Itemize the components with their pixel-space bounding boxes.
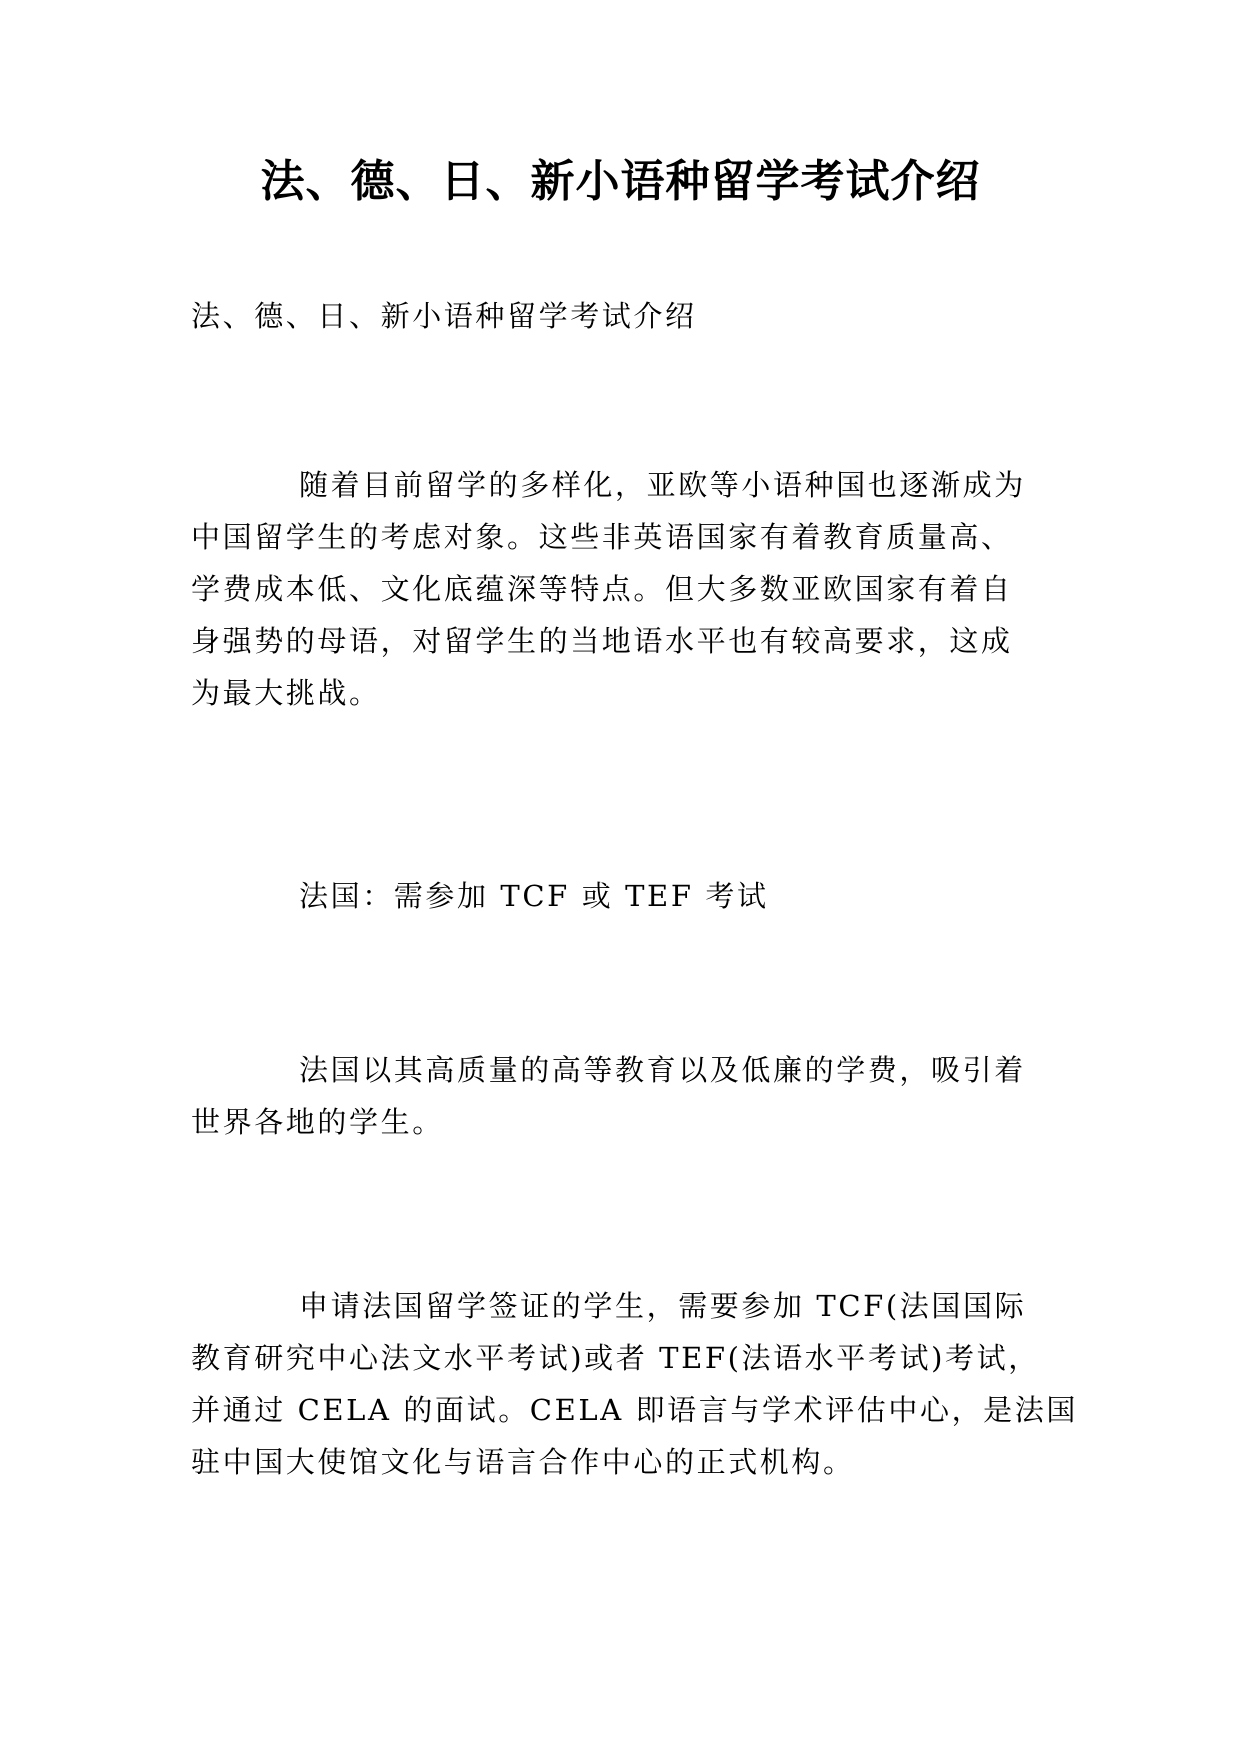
paragraph-line: 学费成本低、文化底蕴深等特点。但大多数亚欧国家有着自	[191, 572, 1013, 606]
france-heading	[191, 870, 1066, 922]
paragraph-line: 并通过 CELA 的面试。CELA 即语言与学术评估中心，是法国	[191, 1393, 1078, 1427]
paragraph-line: 教育研究中心法文水平考试)或者 TEF(法语水平考试)考试，	[191, 1341, 1040, 1375]
intro-paragraph	[191, 459, 1066, 719]
paragraph-line: 申请法国留学签证的学生，需要参加 TCF(法国国际	[299, 1289, 1027, 1323]
paragraph-line: 世界各地的学生。	[191, 1105, 444, 1139]
paragraph-line: 法国以其高质量的高等教育以及低廉的学费，吸引着	[299, 1053, 1026, 1087]
paragraph-line: 为最大挑战。	[191, 676, 381, 710]
paragraph-line: 驻中国大使馆文化与语言合作中心的正式机构。	[191, 1445, 855, 1479]
heading-line: 法国：需参加 TCF 或 TEF 考试	[299, 879, 769, 913]
paragraph-line: 随着目前留学的多样化，亚欧等小语种国也逐渐成为	[299, 468, 1026, 502]
document-title: 法、德、日、新小语种留学考试介绍	[260, 156, 981, 207]
france-intro-paragraph	[191, 1044, 1066, 1148]
document-subtitle	[191, 290, 1066, 342]
subtitle-line: 法、德、日、新小语种留学考试介绍	[191, 299, 697, 333]
paragraph-line: 中国留学生的考虑对象。这些非英语国家有着教育质量高、	[191, 520, 1013, 554]
france-visa-paragraph	[191, 1280, 1078, 1488]
paragraph-line: 身强势的母语，对留学生的当地语水平也有较高要求，这成	[191, 624, 1013, 658]
